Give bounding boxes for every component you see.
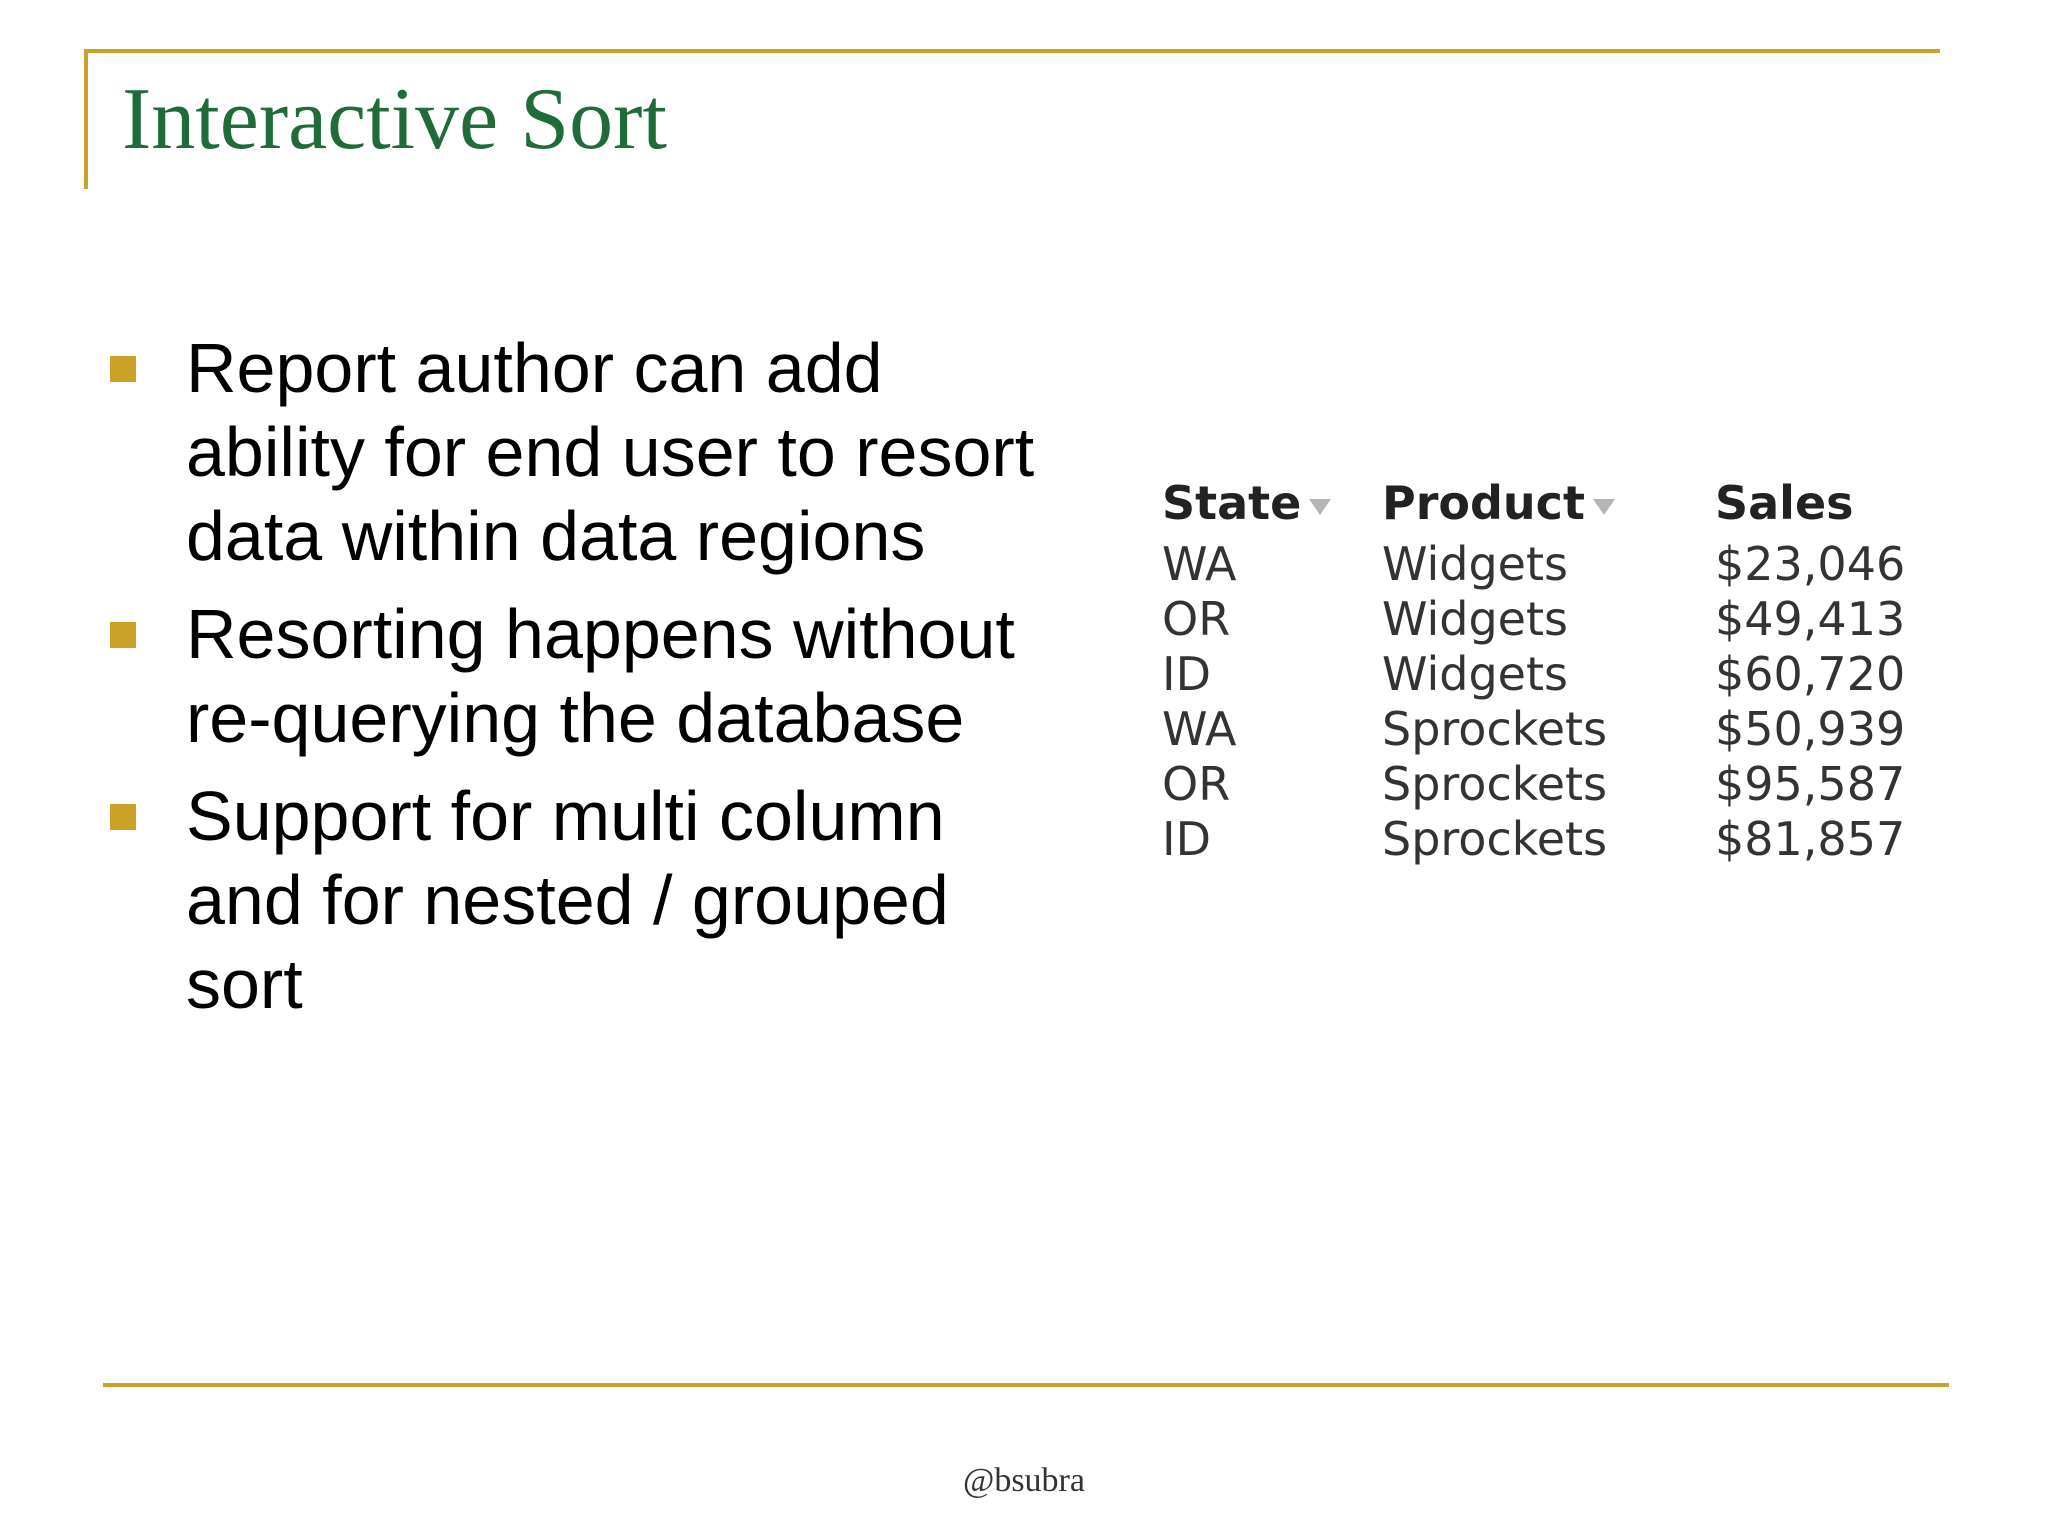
sales-cell: $81,857 [1715,811,1906,866]
square-bullet-icon [110,622,136,648]
table-row [1162,756,1915,811]
footer-handle: @bsubra [963,1462,1085,1499]
sales-cell: $60,720 [1715,646,1906,701]
table-header-row [1162,470,1915,536]
column-header-product[interactable] [1382,470,1715,536]
bullet-item [106,774,1036,1026]
column-header-label: State [1162,476,1302,530]
bullet-item [106,326,1036,578]
state-cell: WA [1162,536,1237,591]
product-cell: Widgets [1382,536,1568,591]
column-header-label: Product [1382,476,1585,530]
column-header-sales [1715,470,1915,536]
sales-cell: $23,046 [1715,536,1906,591]
column-header-state[interactable] [1162,470,1382,536]
sales-cell: $49,413 [1715,591,1906,646]
table-row [1162,811,1915,866]
slide-title: Interactive Sort [122,71,667,168]
square-bullet-icon [110,804,136,830]
title-left-divider [84,49,88,189]
state-cell: OR [1162,591,1231,646]
table-row [1162,536,1915,591]
sales-cell: $50,939 [1715,701,1906,756]
bullet-list [106,326,1036,1040]
product-cell: Sprockets [1382,701,1608,756]
bullet-text: Resorting happens without re-querying the database [186,595,1015,757]
sort-down-triangle-icon[interactable] [1593,499,1615,515]
bullet-item [106,592,1036,760]
state-cell: ID [1162,646,1211,701]
product-cell: Widgets [1382,646,1568,701]
product-cell: Widgets [1382,591,1568,646]
top-divider [84,49,1940,53]
square-bullet-icon [110,356,136,382]
table-row [1162,646,1915,701]
state-cell: ID [1162,811,1211,866]
bottom-divider [103,1383,1949,1387]
product-cell: Sprockets [1382,811,1608,866]
table-row [1162,591,1915,646]
bullet-text: Support for multi column and for nested / grouped sort [186,777,949,1023]
product-cell: Sprockets [1382,756,1608,811]
sales-cell: $95,587 [1715,756,1906,811]
table-row [1162,701,1915,756]
sales-report-table [1162,470,1915,866]
bullet-text: Report author can add ability for end user to resort data within data regions [186,329,1035,575]
state-cell: WA [1162,701,1237,756]
sort-down-triangle-icon[interactable] [1309,499,1331,515]
state-cell: OR [1162,756,1231,811]
column-header-label: Sales [1715,476,1854,530]
